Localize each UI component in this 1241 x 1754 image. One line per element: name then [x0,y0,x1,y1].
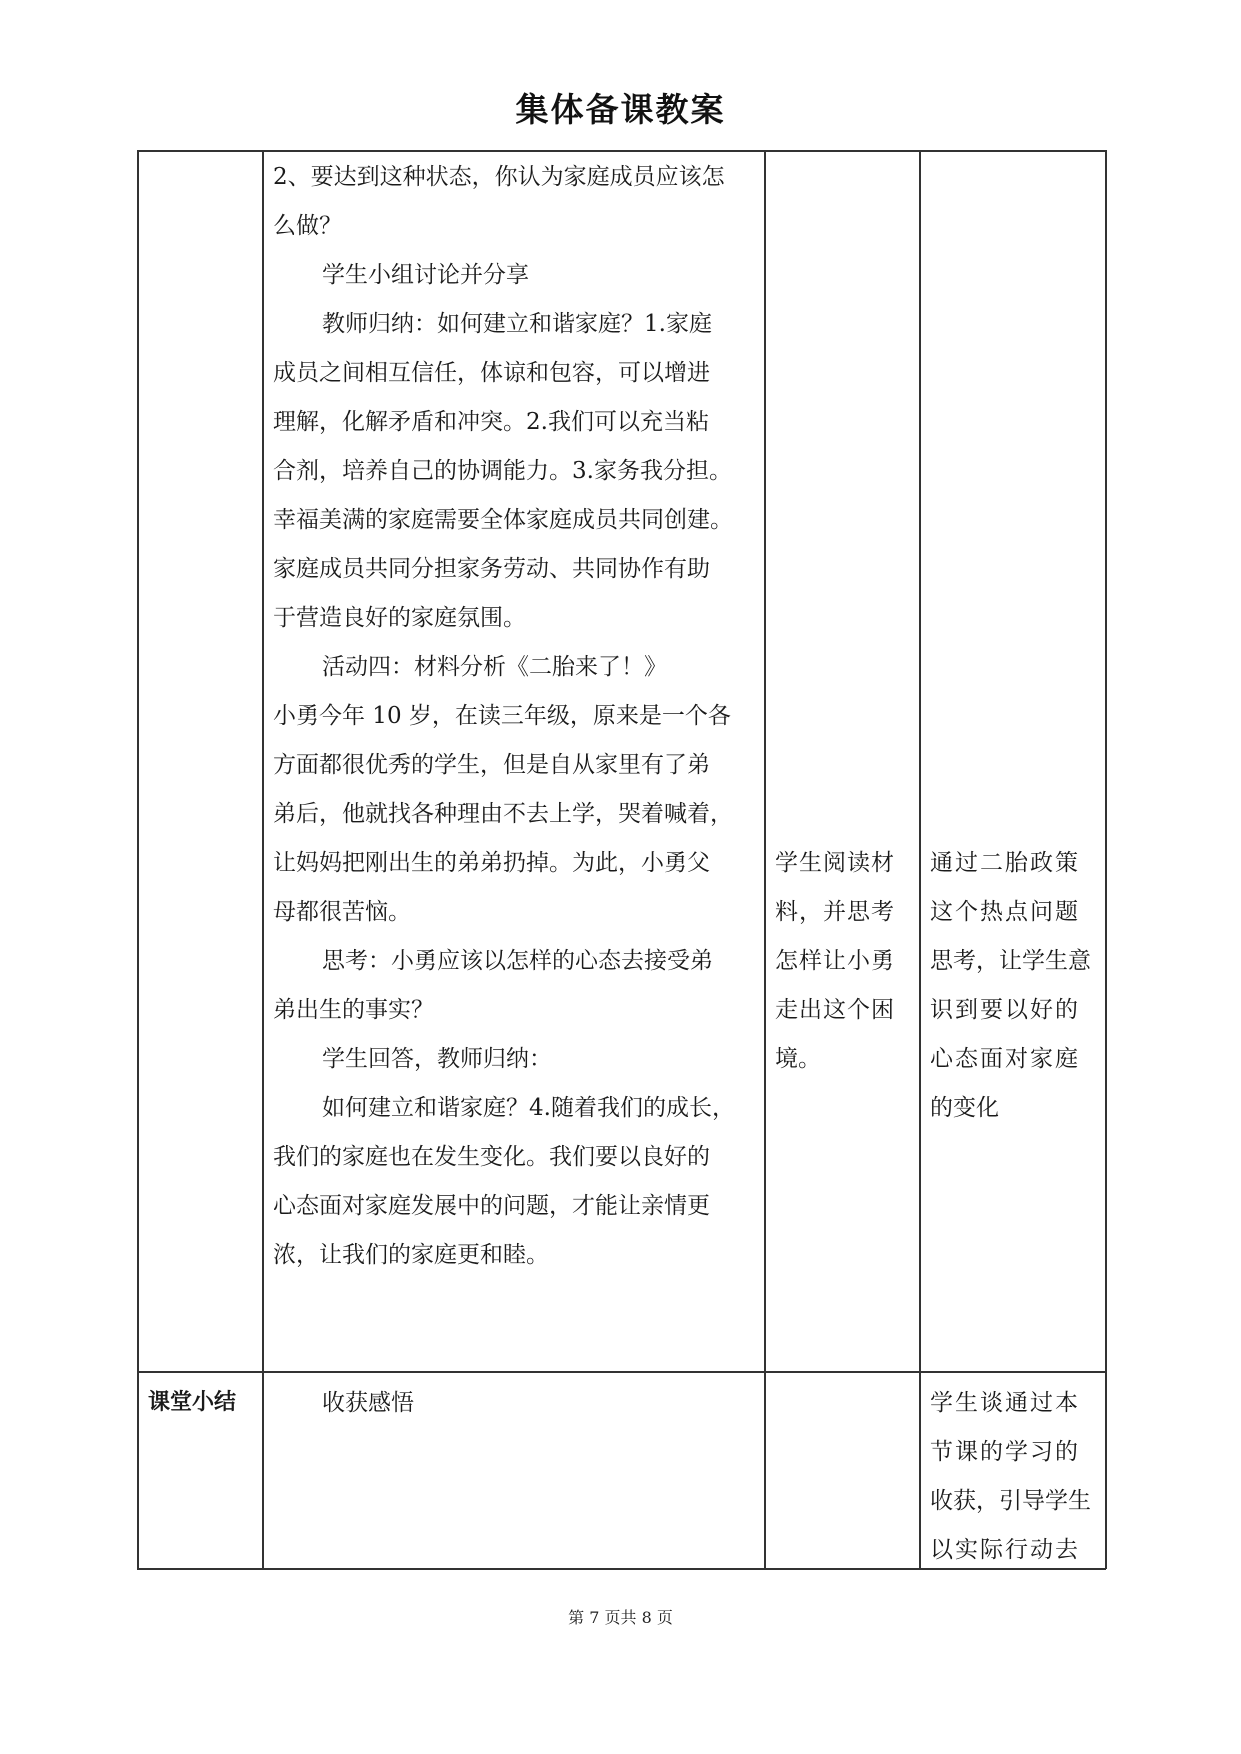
design-intent-line: 识到要以好的 [930,997,1080,1023]
document-title: 集体备课教案 [515,90,726,129]
design-intent-line: 通过二胎政策 [930,850,1080,876]
content-line: 幸福美满的家庭需要全体家庭成员共同创建。 [273,507,733,533]
content-line: 小勇今年 10 岁，在读三年级，原来是一个各 [273,703,731,729]
row-divider [137,1371,1106,1373]
content-line: 弟后，他就找各种理由不去上学，哭着喊着， [273,801,733,827]
design-intent-line: 收获，引导学生 [930,1488,1091,1514]
column-divider-3 [919,150,921,1569]
content-line: 思考：小勇应该以怎样的心态去接受弟 [322,948,713,974]
content-line: 学生回答，教师归纳： [322,1046,552,1072]
student-activity-line: 料，并思考 [775,899,895,925]
design-intent-line: 以实际行动去 [930,1537,1080,1563]
content-line: 如何建立和谐家庭？4.随着我们的成长， [322,1095,735,1121]
row2-label: 课堂小结 [148,1390,237,1415]
table-left-border [137,150,139,1569]
content-line: 让妈妈把刚出生的弟弟扔掉。为此，小勇父 [273,850,710,876]
content-line: 方面都很优秀的学生，但是自从家里有了弟 [273,752,710,778]
content-line: 理解，化解矛盾和冲突。2.我们可以充当粘 [273,409,709,435]
design-intent-line: 学生谈通过本 [930,1390,1080,1416]
content-line: 母都很苦恼。 [273,899,411,925]
student-activity-line: 学生阅读材 [775,850,895,876]
design-intent-line: 的变化 [930,1095,999,1121]
design-intent-line: 心态面对家庭 [930,1046,1080,1072]
content-line: 学生小组讨论并分享 [322,262,529,288]
student-activity-line: 境。 [775,1046,821,1072]
column-divider-2 [764,150,766,1569]
page-number-footer: 第 7 页共 8 页 [568,1608,673,1627]
column-divider-1 [262,150,264,1569]
student-activity-line: 走出这个困 [775,997,895,1023]
content-line: 教师归纳：如何建立和谐家庭？1.家庭 [322,311,712,337]
content-line: 浓，让我们的家庭更和睦。 [273,1242,549,1268]
design-intent-line: 这个热点问题 [930,899,1080,925]
content-line: 2、要达到这种状态，你认为家庭成员应该怎 [273,164,725,190]
content-line: 成员之间相互信任，体谅和包容，可以增进 [273,360,710,386]
table-bottom-border [137,1568,1106,1570]
student-activity-line: 怎样让小勇 [775,948,895,974]
content-line: 心态面对家庭发展中的问题，才能让亲情更 [273,1193,710,1219]
design-intent-line: 思考，让学生意 [930,948,1091,974]
content-line: 活动四：材料分析《二胎来了！》 [322,654,667,680]
design-intent-line: 节课的学习的 [930,1439,1080,1465]
content-line: 合剂，培养自己的协调能力。3.家务我分担。 [273,458,732,484]
content-line: 我们的家庭也在发生变化。我们要以良好的 [273,1144,710,1170]
content-line: 收获感悟 [322,1390,414,1416]
content-line: 么做？ [273,213,342,239]
table-top-border [137,150,1106,152]
content-line: 家庭成员共同分担家务劳动、共同协作有助 [273,556,710,582]
content-line: 于营造良好的家庭氛围。 [273,605,526,631]
table-right-border [1105,150,1107,1569]
content-line: 弟出生的事实？ [273,997,434,1023]
